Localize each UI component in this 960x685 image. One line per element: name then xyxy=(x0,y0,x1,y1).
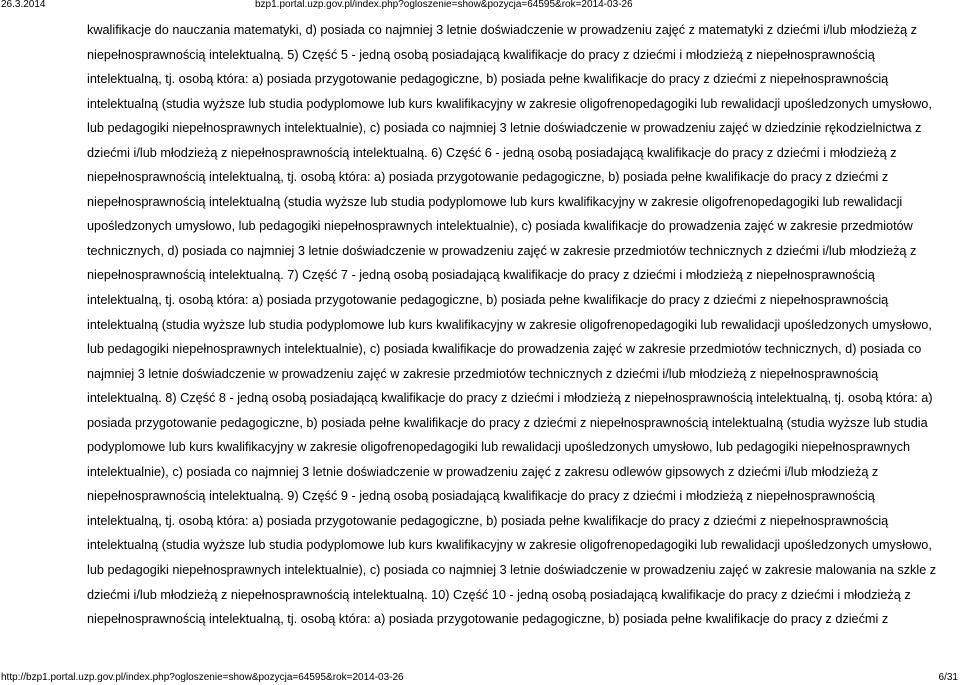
print-header xyxy=(0,0,960,10)
footer-url: http://bzp1.portal.uzp.gov.pl/index.php?ogloszenie=show&pozycja=64595&rok=2014-03-26 xyxy=(1,672,404,683)
text-line: niepełnosprawnością intelektualną (studia wyższe lub studia podyplomowe lub kurs kwalifikacyjny w zakresie oligofrenopedagogiki lub rewalidacji xyxy=(87,194,903,209)
text-line: intelektualną (studia wyższe lub studia podyplomowe lub kurs kwalifikacyjny w zakresie oligofrenopedagogiki lub rewalidacji upośledzonych umysłowo, xyxy=(87,96,932,111)
text-line: posiada przygotowanie pedagogiczne, b) posiada pełne kwalifikacje do pracy z dziećmi z niepełnosprawnością intelektualną (studia wyższe lub studia xyxy=(87,415,928,430)
text-line: podyplomowe lub kurs kwalifikacyjny w zakresie oligofrenopedagogiki lub rewalidacji upośledzonych umysłowo, lub pedagogiki niepełnosprawnych xyxy=(87,440,911,455)
page-number: 6/31 xyxy=(938,672,958,683)
document-body xyxy=(87,18,947,632)
text-line: lub pedagogiki niepełnosprawnych intelektualnie), c) posiada kwalifikacje do prowadzenia zajęć w zakresie przedmiotów technicznych, d) posiada co xyxy=(87,342,922,357)
text-line: upośledzonych umysłowo, lub pedagogiki niepełnosprawnych intelektualnie), c) posiada kwalifikacje do prowadzenia zajęć w zakresie przedmiotów xyxy=(87,219,913,234)
print-date: 26.3.2014 xyxy=(1,0,46,10)
text-line: lub pedagogiki niepełnosprawnych intelektualnie), c) posiada co najmniej 3 letnie doświadczenie w prowadzeniu zajęć w dziedzinie rękodzielnictwa z xyxy=(87,121,922,136)
text-line: dziećmi i/lub młodzieżą z niepełnosprawnością intelektualną. 10) Część 10 - jedną osobą posiadającą kwalifikacje do pracy z dziećmi i młodzieżą z xyxy=(87,587,911,602)
text-line: intelektualną (studia wyższe lub studia podyplomowe lub kurs kwalifikacyjny w zakresie oligofrenopedagogiki lub rewalidacji upośledzonych umysłowo, xyxy=(87,538,932,553)
page-url: bzp1.portal.uzp.gov.pl/index.php?ogloszenie=show&pozycja=64595&rok=2014-03-26 xyxy=(255,0,633,10)
text-line: lub pedagogiki niepełnosprawnych intelektualnie), c) posiada co najmniej 3 letnie doświadczenie w prowadzeniu zajęć w zakresie malowania na szkle z xyxy=(87,563,937,578)
text-line: intelektualną, tj. osobą która: a) posiada przygotowanie pedagogiczne, b) posiada pełne kwalifikacje do pracy z dziećmi z niepełnosprawnością xyxy=(87,72,889,87)
text-line: niepełnosprawnością intelektualną. 9) Część 9 - jedną osobą posiadającą kwalifikacje do pracy z dziećmi i młodzieżą z niepełnosprawnością xyxy=(87,489,875,504)
text-line: niepełnosprawnością intelektualną, tj. osobą która: a) posiada przygotowanie pedagogiczne, b) posiada pełne kwalifikacje do pracy z dziećmi z xyxy=(87,170,889,185)
text-line: intelektualnie), c) posiada co najmniej 3 letnie doświadczenie w prowadzeniu zajęć z zakresu odlewów gipsowych z dziećmi i/lub młodzieżą z xyxy=(87,464,879,479)
text-line: technicznych, d) posiada co najmniej 3 letnie doświadczenie w prowadzeniu zajęć w zakresie przedmiotów technicznych z dziećmi i/lub młodzieżą z xyxy=(87,243,917,258)
text-line: kwalifikacje do nauczania matematyki, d) posiada co najmniej 3 letnie doświadczenie w prowadzeniu zajęć z matematyki z dziećmi i/lub młodzieżą z xyxy=(87,23,918,37)
text-line: intelektualną, tj. osobą która: a) posiada przygotowanie pedagogiczne, b) posiada pełne kwalifikacje do pracy z dziećmi z niepełnosprawnością xyxy=(87,513,889,528)
text-line: intelektualną. 8) Część 8 - jedną osobą posiadającą kwalifikacje do pracy z dziećmi i młodzieżą z niepełnosprawnością intelektualną, tj. osobą która: a) xyxy=(87,391,933,406)
text-line: niepełnosprawnością intelektualną. 5) Część 5 - jedną osobą posiadającą kwalifikacje do pracy z dziećmi i młodzieżą z niepełnosprawnością xyxy=(87,47,875,62)
print-footer xyxy=(0,673,960,683)
text-line: intelektualną (studia wyższe lub studia podyplomowe lub kurs kwalifikacyjny w zakresie oligofrenopedagogiki lub rewalidacji upośledzonych umysłowo, xyxy=(87,317,932,332)
text-line: niepełnosprawnością intelektualną. 7) Część 7 - jedną osobą posiadającą kwalifikacje do pracy z dziećmi i młodzieżą z niepełnosprawnością xyxy=(87,268,875,283)
text-line: najmniej 3 letnie doświadczenie w prowadzeniu zajęć w zakresie przedmiotów technicznych z dziećmi i/lub młodzieżą z niepełnosprawnością xyxy=(87,366,879,381)
text-line: intelektualną, tj. osobą która: a) posiada przygotowanie pedagogiczne, b) posiada pełne kwalifikacje do pracy z dziećmi z niepełnosprawnością xyxy=(87,293,889,308)
text-line: niepełnosprawnością intelektualną, tj. osobą która: a) posiada przygotowanie pedagogiczne, b) posiada pełne kwalifikacje do pracy z dziećmi z xyxy=(87,612,889,627)
text-line: dziećmi i/lub młodzieżą z niepełnosprawnością intelektualną. 6) Część 6 - jedną osobą posiadającą kwalifikacje do pracy z dziećmi i młodzieżą z xyxy=(87,145,897,160)
